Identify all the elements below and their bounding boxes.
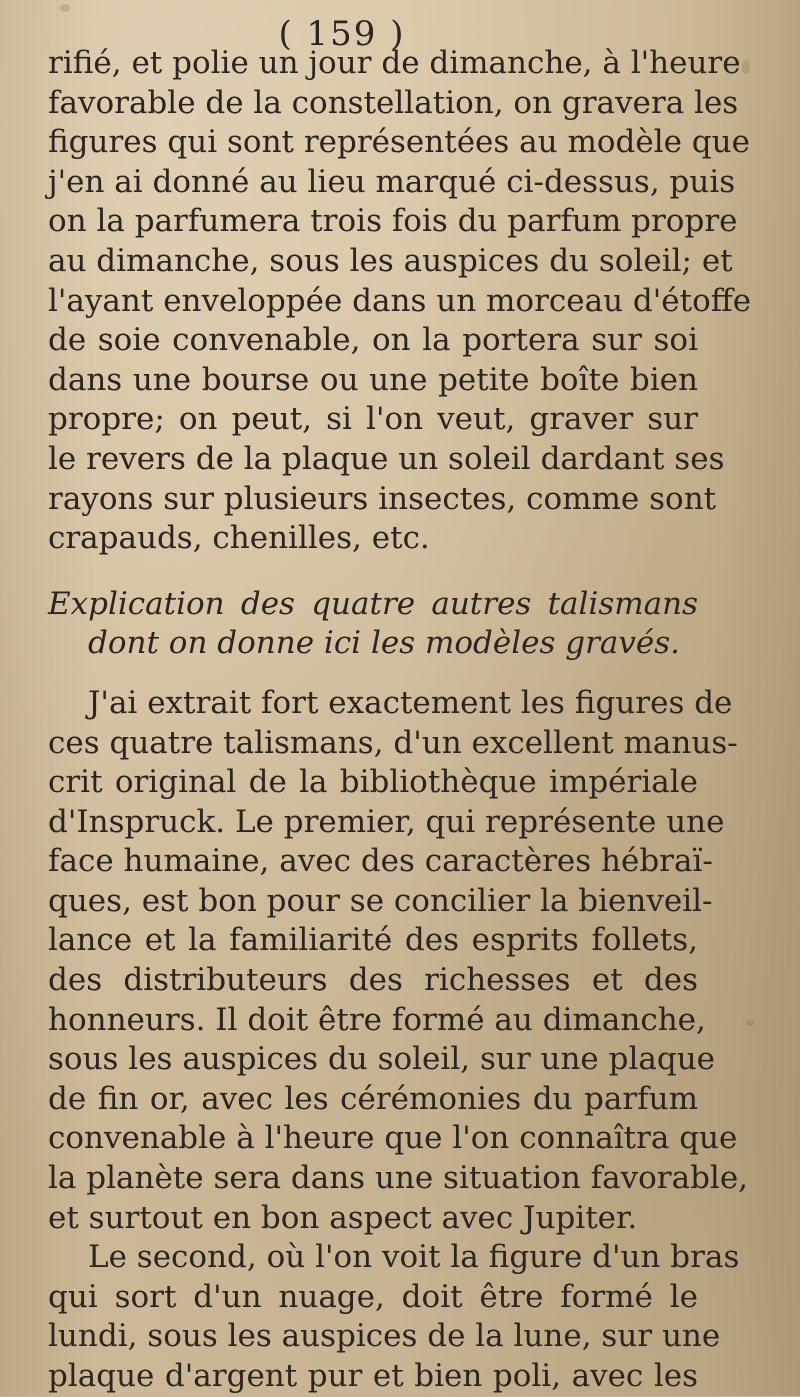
section-heading (48, 585, 698, 664)
text-line: le revers de la plaque un soleil dardant ses (48, 440, 725, 477)
text-line: dans une bourse ou une petite boîte bien (48, 361, 698, 398)
text-line: honneurs. Il doit être formé au dimanche, (48, 1001, 706, 1038)
text-line: j'en ai donné au lieu marqué ci-dessus, puis (48, 163, 736, 200)
text-line: crapauds, chenilles, etc. (48, 520, 430, 557)
text-line: l'ayant enveloppée dans un morceau d'étoffe (48, 282, 752, 319)
text-line: ques, est bon pour se concilier la bienveil- (48, 882, 713, 919)
paper-stain (746, 1020, 754, 1026)
text-line: ces quatre talismans, d'un excellent manus- (48, 724, 738, 761)
text-line: lance et la familiarité des esprits follets, (48, 922, 698, 959)
text-line: favorable de la constellation, on gravera les (48, 84, 739, 121)
text-line: la planète sera dans une situation favorable, (48, 1160, 749, 1197)
text-line: J'ai extrait fort exactement les figures de (88, 684, 733, 721)
page-number: ( 159 ) (278, 14, 406, 54)
page-text (48, 44, 752, 1397)
text-line: face humaine, avec des caractères hébraï- (48, 843, 713, 880)
paper-stain (742, 60, 750, 74)
text-line: qui sort d'un nuage, doit être formé le (48, 1278, 698, 1315)
text-line: d'Inspruck. Le premier, qui représente une (48, 803, 725, 840)
text-line: propre; on peut, si l'on veut, graver sur (48, 401, 698, 438)
paper-stain (60, 4, 70, 12)
text-line: de soie convenable, on la portera sur soi (48, 322, 698, 359)
text-line: lundi, sous les auspices de la lune, sur une (48, 1318, 721, 1355)
text-line: convenable à l'heure que l'on connaîtra que (48, 1120, 738, 1157)
paragraph-first-talisman (48, 684, 749, 1238)
text-line: crit original de la bibliothèque impériale (48, 764, 698, 801)
text-line: et surtout en bon aspect avec Jupiter. (48, 1199, 638, 1236)
text-line: des distributeurs des richesses et des (48, 962, 698, 999)
text-line: rayons sur plusieurs insectes, comme sont (48, 480, 717, 517)
text-line: Le second, où l'on voit la figure d'un bras (88, 1239, 740, 1276)
text-line: au dimanche, sous les auspices du soleil; et (48, 242, 733, 279)
text-line: figures qui sont représentées au modèle que (48, 124, 750, 161)
paragraph-talisman-continuation (48, 44, 752, 559)
text-line: de fin or, avec les cérémonies du parfum (48, 1080, 698, 1117)
section-heading-line: Explication des quatre autres talismans (48, 585, 698, 622)
section-heading-line: dont on donne ici les modèles gravés. (88, 625, 681, 662)
text-line: rifié, et polie un jour de dimanche, à l'heure (48, 45, 741, 81)
paragraph-second-talisman (48, 1238, 740, 1396)
text-line: sous les auspices du soleil, sur une plaque (48, 1041, 716, 1078)
text-line: on la parfumera trois fois du parfum propre (48, 203, 738, 240)
text-line: plaque d'argent pur et bien poli, avec les (48, 1358, 698, 1394)
